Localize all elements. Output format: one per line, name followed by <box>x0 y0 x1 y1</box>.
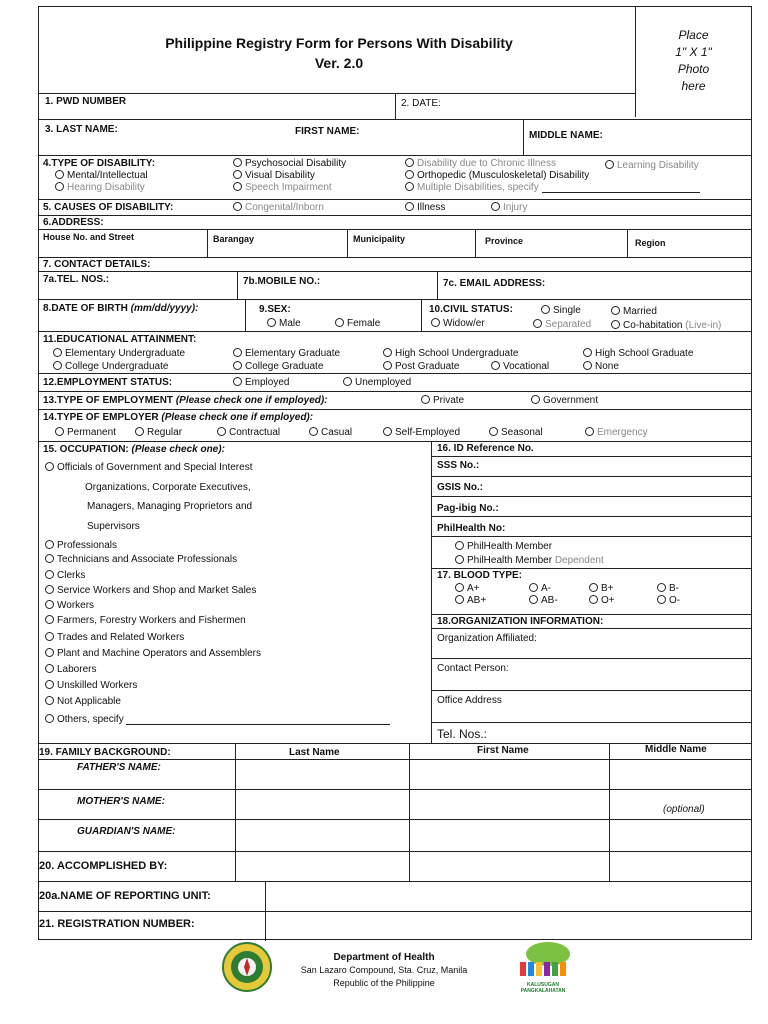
radio-icon <box>45 554 54 563</box>
opt-elem-undergrad[interactable]: Elementary Undergraduate <box>53 348 185 359</box>
father-last-input[interactable] <box>236 760 408 790</box>
radio-icon <box>383 348 392 357</box>
pwd-number-field[interactable]: 1. PWD NUMBER <box>45 96 127 107</box>
radio-icon <box>309 427 318 436</box>
opt-philhealth-member[interactable]: PhilHealth Member <box>455 541 552 552</box>
registration-number-input[interactable] <box>266 912 750 942</box>
row-address-fields <box>39 229 751 257</box>
opt-hs-grad[interactable]: High School Graduate <box>583 348 693 359</box>
opt-congenital[interactable]: Congenital/Inborn <box>233 202 324 213</box>
radio-icon <box>233 170 242 179</box>
opt-none[interactable]: None <box>583 361 619 372</box>
form-header <box>39 7 635 93</box>
radio-icon <box>233 182 242 191</box>
radio-icon <box>489 427 498 436</box>
opt-others[interactable]: Others, specify <box>45 714 390 725</box>
opt-casual[interactable]: Casual <box>309 427 352 438</box>
radio-icon <box>657 595 666 604</box>
opt-technicians[interactable]: Technicians and Associate Professionals <box>45 554 237 565</box>
photo-box[interactable]: Place 1" X 1" Photo here <box>635 7 751 117</box>
opt-male[interactable]: Male <box>267 318 301 329</box>
radio-icon <box>233 361 242 370</box>
opt-private[interactable]: Private <box>421 395 464 406</box>
opt-married[interactable]: Married <box>611 306 657 317</box>
province-field[interactable]: Province <box>485 236 524 246</box>
opt-blood-o-pos[interactable]: O+ <box>589 595 615 606</box>
radio-icon <box>611 306 620 315</box>
radio-icon <box>583 361 592 370</box>
opt-permanent[interactable]: Permanent <box>55 427 116 438</box>
opt-laborers[interactable]: Laborers <box>45 664 96 675</box>
radio-icon <box>605 160 614 169</box>
opt-blood-a-pos[interactable]: A+ <box>455 583 480 594</box>
form-title: Philippine Registry Form for Persons With Disability <box>165 35 513 51</box>
form-version: Ver. 2.0 <box>314 55 364 71</box>
municipality-field[interactable]: Municipality <box>353 234 406 244</box>
row-employer-type: 14.TYPE OF EMPLOYER (Please check one if employed): Permanent Regular Contractual Casual Self-Employed Seasonal Emergency <box>39 409 751 441</box>
org-tel-field[interactable]: Tel. Nos.: <box>437 727 488 741</box>
opt-college-undergrad[interactable]: College Undergraduate <box>53 361 168 372</box>
radio-icon <box>45 585 54 594</box>
tel-field[interactable]: 7a.TEL. NOS.: <box>43 274 110 285</box>
opt-workers[interactable]: Workers <box>45 600 94 611</box>
row-pwd-number <box>39 93 636 119</box>
row-guardian: GUARDIAN'S NAME: <box>39 819 751 851</box>
philhealth-field[interactable]: PhilHealth No: <box>437 523 506 534</box>
radio-icon <box>233 158 242 167</box>
opt-chronic-illness[interactable]: Disability due to Chronic Illness <box>405 158 556 169</box>
opt-officials[interactable]: Officials of Government and Special Interest <box>45 462 252 473</box>
radio-icon <box>233 377 242 386</box>
opt-professionals[interactable]: Professionals <box>45 540 117 551</box>
opt-philhealth-dependent[interactable]: PhilHealth Member Dependent <box>455 555 604 566</box>
radio-icon <box>657 583 666 592</box>
opt-unemployed[interactable]: Unemployed <box>343 377 411 388</box>
radio-icon <box>233 202 242 211</box>
radio-icon <box>585 427 594 436</box>
radio-icon <box>529 595 538 604</box>
opt-government[interactable]: Government <box>531 395 598 406</box>
opt-seasonal[interactable]: Seasonal <box>489 427 543 438</box>
opt-self-employed[interactable]: Self-Employed <box>383 427 460 438</box>
radio-icon <box>45 714 54 723</box>
radio-icon <box>135 427 144 436</box>
opt-blood-b-neg[interactable]: B- <box>657 583 679 594</box>
radio-icon <box>45 570 54 579</box>
radio-icon <box>45 462 54 471</box>
barangay-field[interactable]: Barangay <box>213 234 255 244</box>
accomplished-by-input[interactable] <box>236 852 750 882</box>
radio-icon <box>343 377 352 386</box>
pagibig-field[interactable]: Pag-ibig No.: <box>437 503 499 514</box>
radio-icon <box>533 319 542 328</box>
radio-icon <box>455 541 464 550</box>
row-occupation-id: 15. OCCUPATION: (Please check one): Officials of Government and Special Interest Organizations, Corporate Executives, Managers, Managing Proprietors and Supervisors Professionals Technicians and Associate Professionals Clerks Service Workers and Shop and Market Sales Workers Farmers, Forestry Workers and Fishermen Trades and Related Workers Plant and Machine Operators and Assemblers Laborers Unskilled Workers Not Applicable Others, specify 16. ID Reference No. SSS No.: GSIS No.: Pag-ibig No.: PhilHealth No: PhilHealth Member PhilHealth Member Dependent 17. BLOOD TYPE: A+ A- B+ B- AB+ AB- O+ O- 18.ORGANIZATION INFORMATION: Organization Affiliated: Contact Person: Office Address Tel. Nos.: <box>39 441 751 743</box>
radio-icon <box>383 427 392 436</box>
opt-illness[interactable]: Illness <box>405 202 445 213</box>
row-employment-status: 12.EMPLOYMENT STATUS: Employed Unemployed <box>39 373 751 391</box>
opt-college-grad[interactable]: College Graduate <box>233 361 323 372</box>
opt-clerks[interactable]: Clerks <box>45 570 85 581</box>
opt-blood-b-pos[interactable]: B+ <box>589 583 614 594</box>
radio-icon <box>405 170 414 179</box>
row-family-header: 19. FAMILY BACKGROUND: Last Name First Name Middle Name <box>39 743 751 759</box>
radio-icon <box>55 427 64 436</box>
kalusugan-logo-text: KALUSUGAN PANGKALAHATAN <box>520 982 566 994</box>
radio-icon <box>491 202 500 211</box>
opt-blood-o-neg[interactable]: O- <box>657 595 680 606</box>
mother-last-input[interactable] <box>236 790 408 820</box>
row-mother: MOTHER'S NAME: (optional) <box>39 789 751 819</box>
type-of-disability-label: 4.TYPE OF DISABILITY: <box>43 158 156 169</box>
radio-icon <box>45 648 54 657</box>
opt-multiple[interactable]: Multiple Disabilities, specify <box>405 182 700 193</box>
radio-icon <box>455 595 464 604</box>
opt-trades[interactable]: Trades and Related Workers <box>45 632 184 643</box>
opt-service-workers[interactable]: Service Workers and Shop and Market Sales <box>45 585 256 596</box>
row-reporting-unit: 20a.NAME OF REPORTING UNIT: <box>39 881 751 911</box>
sss-field[interactable]: SSS No.: <box>437 460 480 471</box>
radio-icon <box>529 583 538 592</box>
radio-icon <box>611 320 620 329</box>
radio-icon <box>45 600 54 609</box>
opt-blood-ab-neg[interactable]: AB- <box>529 595 558 606</box>
opt-speech[interactable]: Speech Impairment <box>233 182 332 193</box>
guardian-middle-input[interactable] <box>610 820 750 852</box>
opt-vocational[interactable]: Vocational <box>491 361 549 372</box>
row-employment-type: 13.TYPE OF EMPLOYMENT (Please check one if employed): Private Government <box>39 391 751 409</box>
opt-single[interactable]: Single <box>541 305 581 316</box>
opt-injury[interactable]: Injury <box>491 202 527 213</box>
radio-icon <box>405 182 414 191</box>
radio-icon <box>45 696 54 705</box>
blood-type-panel: 17. BLOOD TYPE: A+ A- B+ B- AB+ AB- O+ O- <box>431 568 751 615</box>
opt-not-applicable[interactable]: Not Applicable <box>45 696 121 707</box>
house-street-field[interactable]: House No. and Street <box>43 232 135 242</box>
radio-icon <box>55 182 64 191</box>
gsis-field[interactable]: GSIS No.: <box>437 482 484 493</box>
dob-field[interactable]: 8.DATE OF BIRTH <box>43 303 128 314</box>
radio-icon <box>217 427 226 436</box>
guardian-first-input[interactable] <box>410 820 608 852</box>
opt-elem-grad[interactable]: Elementary Graduate <box>233 348 340 359</box>
opt-blood-ab-pos[interactable]: AB+ <box>455 595 486 606</box>
opt-blood-a-neg[interactable]: A- <box>529 583 551 594</box>
radio-icon <box>431 318 440 327</box>
mobile-field[interactable]: 7b.MOBILE NO.: <box>243 276 321 287</box>
opt-visual[interactable]: Visual Disability <box>233 170 315 181</box>
organization-field[interactable]: Organization Affiliated: <box>437 633 537 644</box>
others-specify-input[interactable] <box>126 724 390 725</box>
opt-orthopedic[interactable]: Orthopedic (Musculoskeletal) Disability <box>405 170 589 181</box>
footer-dept: Department of Health <box>333 952 435 963</box>
radio-icon <box>53 348 62 357</box>
radio-icon <box>45 680 54 689</box>
row-contact-fields <box>39 271 751 299</box>
father-middle-input[interactable] <box>610 760 750 790</box>
opt-mental[interactable]: Mental/Intellectual <box>55 170 148 181</box>
radio-icon <box>589 595 598 604</box>
last-name-field[interactable]: 3. LAST NAME: <box>45 124 118 135</box>
row-type-of-disability <box>39 155 751 199</box>
radio-icon <box>583 348 592 357</box>
opt-hearing[interactable]: Hearing Disability <box>55 182 145 193</box>
opt-cohabitation[interactable]: Co-habitation (Live-in) <box>611 320 721 331</box>
footer-address: San Lazaro Compound, Sta. Cruz, Manila <box>300 965 468 975</box>
row-contact-label: 7. CONTACT DETAILS: <box>39 257 751 271</box>
row-names <box>39 119 751 155</box>
guardian-last-input[interactable] <box>236 820 408 852</box>
opt-plant-machine[interactable]: Plant and Machine Operators and Assemblers <box>45 648 261 659</box>
date-field[interactable]: 2. DATE: <box>401 98 441 109</box>
radio-icon <box>55 170 64 179</box>
radio-icon <box>491 361 500 370</box>
row-address-label: 6.ADDRESS: <box>39 215 751 229</box>
opt-widow[interactable]: Widow/er <box>431 318 485 329</box>
optional-note: (optional) <box>663 804 705 815</box>
row-education: 11.EDUCATIONAL ATTAINMENT: Elementary Undergraduate Elementary Graduate High School Undergraduate High School Graduate College Undergraduate College Graduate Post Graduate Vocational None <box>39 331 751 373</box>
opt-post-grad[interactable]: Post Graduate <box>383 361 459 372</box>
radio-icon <box>335 318 344 327</box>
opt-employed[interactable]: Employed <box>233 377 289 388</box>
office-address-field[interactable]: Office Address <box>437 695 502 706</box>
radio-icon <box>267 318 276 327</box>
radio-icon <box>53 361 62 370</box>
pwd-registry-form <box>38 6 752 940</box>
opt-unskilled[interactable]: Unskilled Workers <box>45 680 137 691</box>
row-registration-number: 21. REGISTRATION NUMBER: <box>39 911 751 941</box>
radio-icon <box>233 348 242 357</box>
opt-farmers[interactable]: Farmers, Forestry Workers and Fishermen <box>45 615 246 626</box>
footer <box>0 940 768 1024</box>
contact-person-field[interactable]: Contact Person: <box>437 663 509 674</box>
email-field[interactable]: 7c. EMAIL ADDRESS: <box>443 278 546 289</box>
reporting-unit-input[interactable] <box>266 882 750 912</box>
radio-icon <box>421 395 430 404</box>
opt-hs-undergrad[interactable]: High School Undergraduate <box>383 348 518 359</box>
radio-icon <box>531 395 540 404</box>
row-dob-sex-civil: 8.DATE OF BIRTH (mm/dd/yyyy): 9.SEX: Male Female 10.CIVIL STATUS: Single Married Widow/er Separated Co-habitation (Live-in) <box>39 299 751 331</box>
first-name-field[interactable]: FIRST NAME: <box>295 126 360 137</box>
opt-emergency[interactable]: Emergency <box>585 427 648 438</box>
radio-icon <box>541 305 550 314</box>
radio-icon <box>589 583 598 592</box>
radio-icon <box>45 540 54 549</box>
radio-icon <box>383 361 392 370</box>
radio-icon <box>45 615 54 624</box>
opt-psychosocial[interactable]: Psychosocial Disability <box>233 158 346 169</box>
mother-first-input[interactable] <box>410 790 608 820</box>
opt-contractual[interactable]: Contractual <box>217 427 280 438</box>
radio-icon <box>455 555 464 564</box>
radio-icon <box>45 664 54 673</box>
opt-regular[interactable]: Regular <box>135 427 182 438</box>
radio-icon <box>405 158 414 167</box>
region-field[interactable]: Region <box>635 238 666 248</box>
id-reference-panel: 16. ID Reference No. SSS No.: GSIS No.: Pag-ibig No.: PhilHealth No: PhilHealth Member PhilHealth Member Dependent 17. BLOOD TYPE: A+ A- B+ B- AB+ AB- O+ O- 18.ORGANIZATION INFORMATION: Organization Affiliated: Contact Person: Office Address Tel. Nos.: <box>431 442 751 744</box>
opt-separated[interactable]: Separated <box>533 319 591 330</box>
father-first-input[interactable] <box>410 760 608 790</box>
row-causes: 5. CAUSES OF DISABILITY: Congenital/Inborn Illness Injury <box>39 199 751 215</box>
middle-name-field[interactable]: MIDDLE NAME: <box>529 130 603 141</box>
opt-female[interactable]: Female <box>335 318 380 329</box>
row-father: FATHER'S NAME: <box>39 759 751 789</box>
footer-republic: Republic of the Philippine <box>333 978 435 988</box>
row-accomplished-by: 20. ACCOMPLISHED BY: <box>39 851 751 881</box>
radio-icon <box>45 632 54 641</box>
radio-icon <box>455 583 464 592</box>
radio-icon <box>405 202 414 211</box>
opt-learning[interactable]: Learning Disability <box>605 160 699 171</box>
